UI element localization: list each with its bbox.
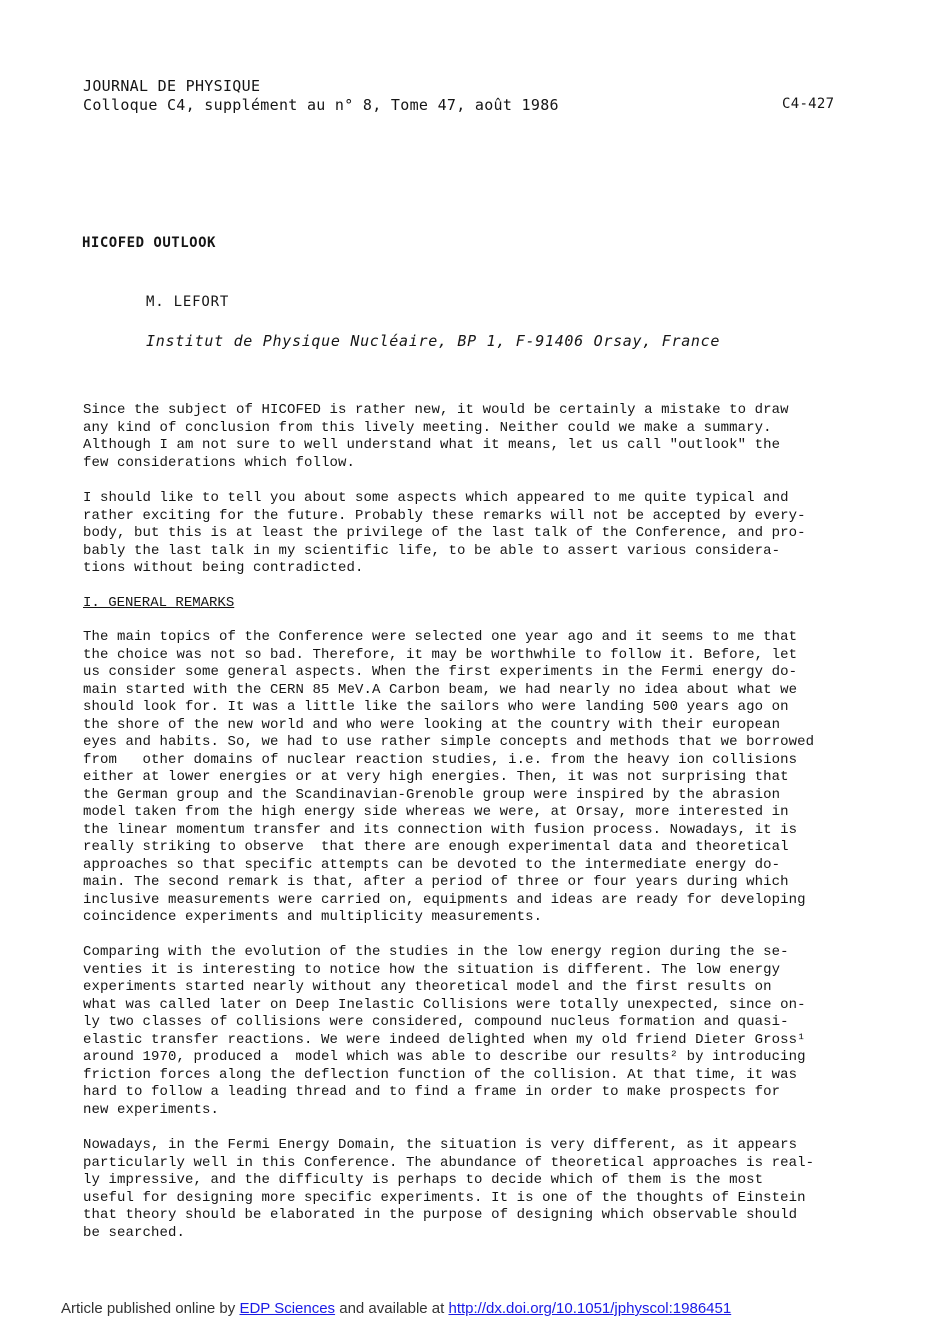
text-line: the shore of the new world and who were looking at the country with their european xyxy=(83,716,781,733)
author-name: M. LEFORT xyxy=(146,294,230,310)
paragraph-intro xyxy=(83,402,789,472)
text-line: venties it is interesting to notice how the situation is different. The low energy xyxy=(83,961,781,978)
paragraph-nowadays xyxy=(83,1137,814,1242)
text-line: useful for designing more specific experiments. It is one of the thoughts of Einstein xyxy=(83,1189,806,1206)
text-line: friction forces along the deflection function of the collision. At that time, it was xyxy=(83,1066,798,1083)
text-line: ly two classes of collisions were considered, compound nucleus formation and quasi- xyxy=(83,1014,789,1030)
paragraph-comparison xyxy=(83,944,806,1119)
text-line: really striking to observe that there are enough experimental data and theoretical xyxy=(83,839,789,855)
text-line: coincidence experiments and multiplicity measurements. xyxy=(83,909,543,925)
publication-footer xyxy=(61,1300,731,1317)
text-line: tions without being contradicted. xyxy=(83,560,364,576)
text-line: experiments started nearly without any theoretical model and the first results on xyxy=(83,979,772,995)
text-line: Although I am not sure to well understand what it means, let us call "outlook" the xyxy=(83,437,781,453)
text-line: the choice was not so bad. Therefore, it may be worthwhile to follow it. Before, let xyxy=(83,646,798,663)
text-line: Since the subject of HICOFED is rather new, it would be certainly a mistake to draw xyxy=(83,402,789,418)
text-line: rather exciting for the future. Probably these remarks will not be accepted by every- xyxy=(83,507,806,524)
footer-prefix: Article published online by xyxy=(61,1300,240,1317)
footer-middle: and available at xyxy=(335,1300,449,1317)
text-line: eyes and habits. So, we had to use rather simple concepts and methods that we borrowed xyxy=(83,734,815,750)
doi-link[interactable]: http://dx.doi.org/10.1051/jphyscol:1986451 xyxy=(448,1300,732,1317)
text-line: new experiments. xyxy=(83,1101,220,1118)
text-line: elastic transfer reactions. We were indeed delighted when my old friend Dieter Gross¹ xyxy=(83,1031,806,1048)
text-line: particularly well in this Conference. The abundance of theoretical approaches is real- xyxy=(83,1154,815,1171)
text-line: main started with the CERN 85 MeV.A Carbon beam, we had nearly no idea about what we xyxy=(83,681,798,698)
text-line: model taken from the high energy side whereas we were, at Orsay, more interested in xyxy=(83,804,789,820)
text-line: inclusive measurements were carried on, equipments and ideas are ready for developing xyxy=(83,891,806,908)
text-line: that theory should be elaborated in the purpose of designing which observable should xyxy=(83,1207,798,1223)
text-line: us consider some general aspects. When the first experiments in the Fermi energy do- xyxy=(83,664,798,680)
publisher-link[interactable]: EDP Sciences xyxy=(239,1300,336,1317)
text-line: be searched. xyxy=(83,1224,186,1241)
section-heading: I. GENERAL REMARKS xyxy=(83,595,235,611)
text-line: Comparing with the evolution of the studies in the low energy region during the se- xyxy=(83,944,789,960)
text-line: I should like to tell you about some aspects which appeared to me quite typical and xyxy=(83,490,789,506)
text-line: around 1970, produced a model which was able to describe our results² by introducing xyxy=(83,1049,806,1065)
colloque-line: Colloque C4, supplément au n° 8, Tome 47, août 1986 xyxy=(83,96,559,114)
paragraph-aspects xyxy=(83,490,806,578)
journal-name: JOURNAL DE PHYSIQUE xyxy=(83,77,261,95)
text-line: main. The second remark is that, after a period of three or four years during which xyxy=(83,874,789,890)
text-line: hard to follow a leading thread and to find a frame in order to make prospects for xyxy=(83,1084,781,1100)
text-line: what was called later on Deep Inelastic Collisions were totally unexpected, since on- xyxy=(83,996,806,1013)
text-line: the linear momentum transfer and its connection with fusion process. Nowadays, it is xyxy=(83,821,798,838)
article-title: HICOFED OUTLOOK xyxy=(82,235,216,251)
text-line: The main topics of the Conference were selected one year ago and it seems to me that xyxy=(83,629,798,645)
text-line: the German group and the Scandinavian-Grenoble group were inspired by the abrasion xyxy=(83,786,781,803)
text-line: either at lower energies or at very high energies. Then, it was not surprising that xyxy=(83,769,789,785)
text-line: approaches so that specific attempts can be devoted to the intermediate energy do- xyxy=(83,856,781,873)
text-line: few considerations which follow. xyxy=(83,454,356,471)
text-line: from other domains of nuclear reaction studies, i.e. from the heavy ion collisions xyxy=(83,751,798,768)
text-line: Nowadays, in the Fermi Energy Domain, the situation is very different, as it appears xyxy=(83,1137,798,1153)
journal-header xyxy=(83,77,559,115)
page-number: C4-427 xyxy=(782,96,835,112)
text-line: ly impressive, and the difficulty is perhaps to decide which of them is the most xyxy=(83,1172,764,1188)
text-line: bably the last talk in my scientific life, to be able to assert various considera- xyxy=(83,542,781,559)
text-line: body, but this is at least the privilege of the last talk of the Conference, and pro- xyxy=(83,525,806,541)
paragraph-main-topics xyxy=(83,629,814,927)
text-line: any kind of conclusion from this lively meeting. Neither could we make a summary. xyxy=(83,419,772,436)
text-line: should look for. It was a little like the sailors who were landing 500 years ago on xyxy=(83,699,789,715)
author-affiliation: Institut de Physique Nucléaire, BP 1, F-91406 Orsay, France xyxy=(146,332,721,350)
